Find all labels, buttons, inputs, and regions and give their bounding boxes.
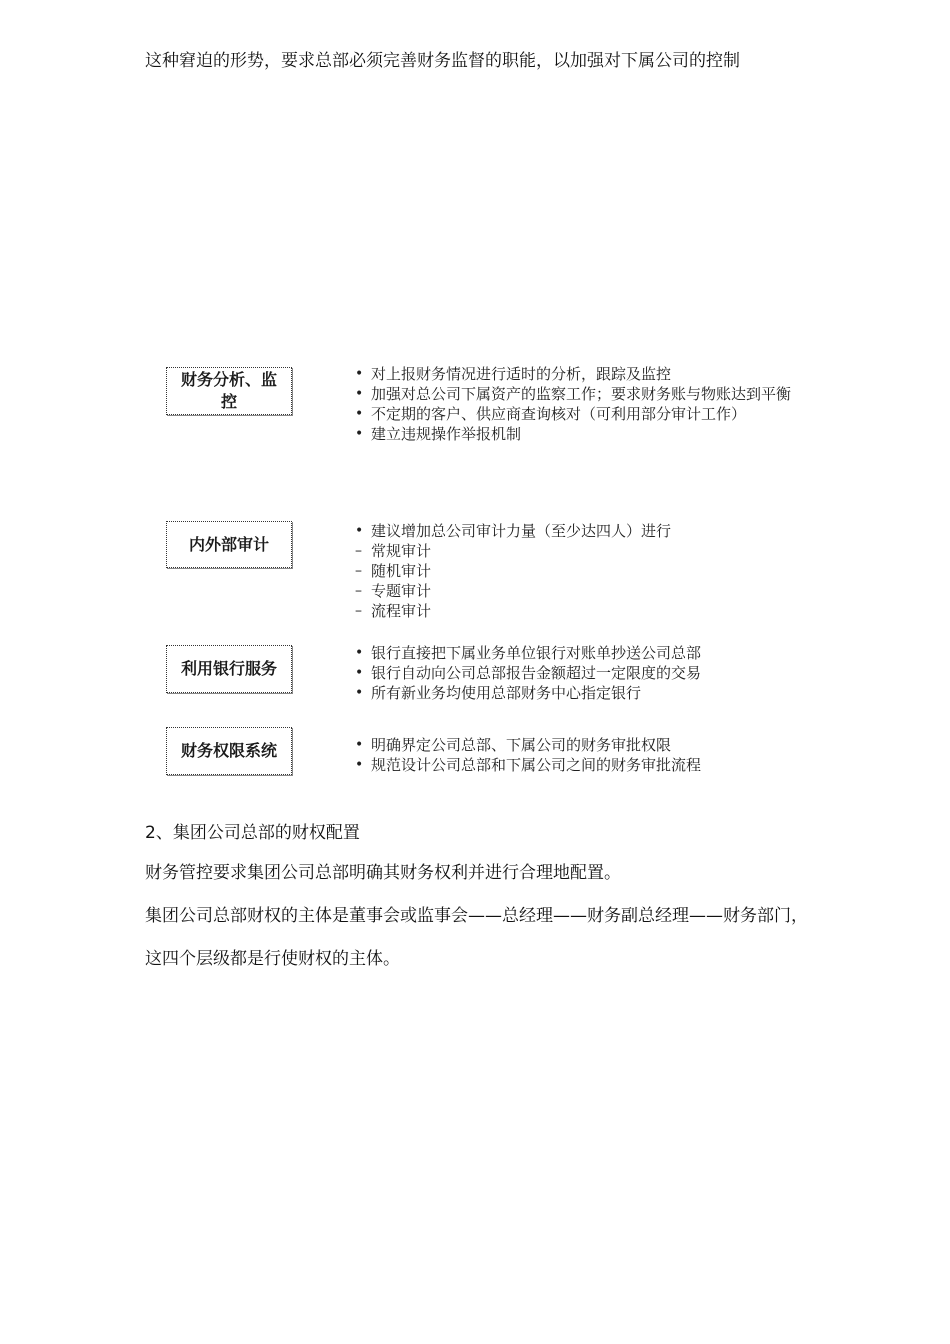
bullet-icon: • — [355, 523, 364, 539]
list-item: • 明确界定公司总部、下属公司的财务审批权限 — [355, 736, 672, 754]
list-item: • 建立违规操作举报机制 — [355, 425, 522, 443]
bullet-icon: • — [355, 665, 364, 681]
dash-icon: – — [355, 583, 362, 599]
item-list-financial-analysis — [355, 364, 811, 444]
category-label: 利用银行服务 — [180, 659, 277, 678]
list-item: • 银行自动向公司总部报告金额超过一定限度的交易 — [355, 664, 702, 682]
category-box-audit — [166, 521, 292, 568]
list-item: • 对上报财务情况进行适时的分析，跟踪及监控 — [355, 365, 672, 383]
category-box-financial-analysis — [166, 367, 292, 415]
bullet-icon: • — [355, 406, 364, 422]
bullet-icon: • — [355, 737, 364, 753]
item-list-authority-system — [355, 735, 811, 775]
list-item: • 不定期的客户、供应商查询核对（可利用部分审计工作） — [355, 405, 747, 423]
bullet-icon: • — [355, 426, 364, 442]
bullet-icon: • — [355, 386, 364, 402]
category-box-bank-services — [166, 645, 292, 693]
item-list-bank-services — [355, 643, 811, 703]
paragraph: 集团公司总部财权的主体是董事会或监事会——总经理——财务副总经理——财务部门， — [145, 906, 808, 926]
list-item: • 规范设计公司总部和下属公司之间的财务审批流程 — [355, 756, 702, 774]
category-box-authority-system — [166, 727, 292, 775]
category-label: 内外部审计 — [188, 534, 269, 554]
dash-icon: – — [355, 563, 362, 579]
list-item: – 随机审计 — [355, 562, 432, 580]
paragraph: 这四个层级都是行使财权的主体。 — [145, 949, 400, 969]
list-item: • 加强对总公司下属资产的监察工作；要求财务账与物账达到平衡 — [355, 385, 792, 403]
list-item: – 流程审计 — [355, 602, 432, 620]
dash-icon: – — [355, 603, 362, 619]
paragraph: 财务管控要求集团公司总部明确其财务权利并进行合理地配置。 — [145, 863, 621, 883]
list-item: – 专题审计 — [355, 582, 432, 600]
dash-icon: – — [355, 543, 362, 559]
bullet-icon: • — [355, 685, 364, 701]
list-item: • 银行直接把下属业务单位银行对账单抄送公司总部 — [355, 644, 702, 662]
list-item: • 建议增加总公司审计力量（至少达四人）进行 — [355, 522, 672, 540]
item-list-audit — [355, 521, 811, 621]
list-item: • 所有新业务均使用总部财务中心指定银行 — [355, 684, 642, 702]
category-label: 财务分析、监控 — [180, 370, 277, 411]
list-item: – 常规审计 — [355, 542, 432, 560]
intro-paragraph: 这种窘迫的形势，要求总部必须完善财务监督的职能，以加强对下属公司的控制 — [145, 51, 740, 71]
bullet-icon: • — [355, 757, 364, 773]
bullet-icon: • — [355, 366, 364, 382]
bullet-icon: • — [355, 645, 364, 661]
category-label: 财务权限系统 — [180, 741, 277, 760]
section-heading: 2、集团公司总部的财权配置 — [145, 823, 360, 843]
